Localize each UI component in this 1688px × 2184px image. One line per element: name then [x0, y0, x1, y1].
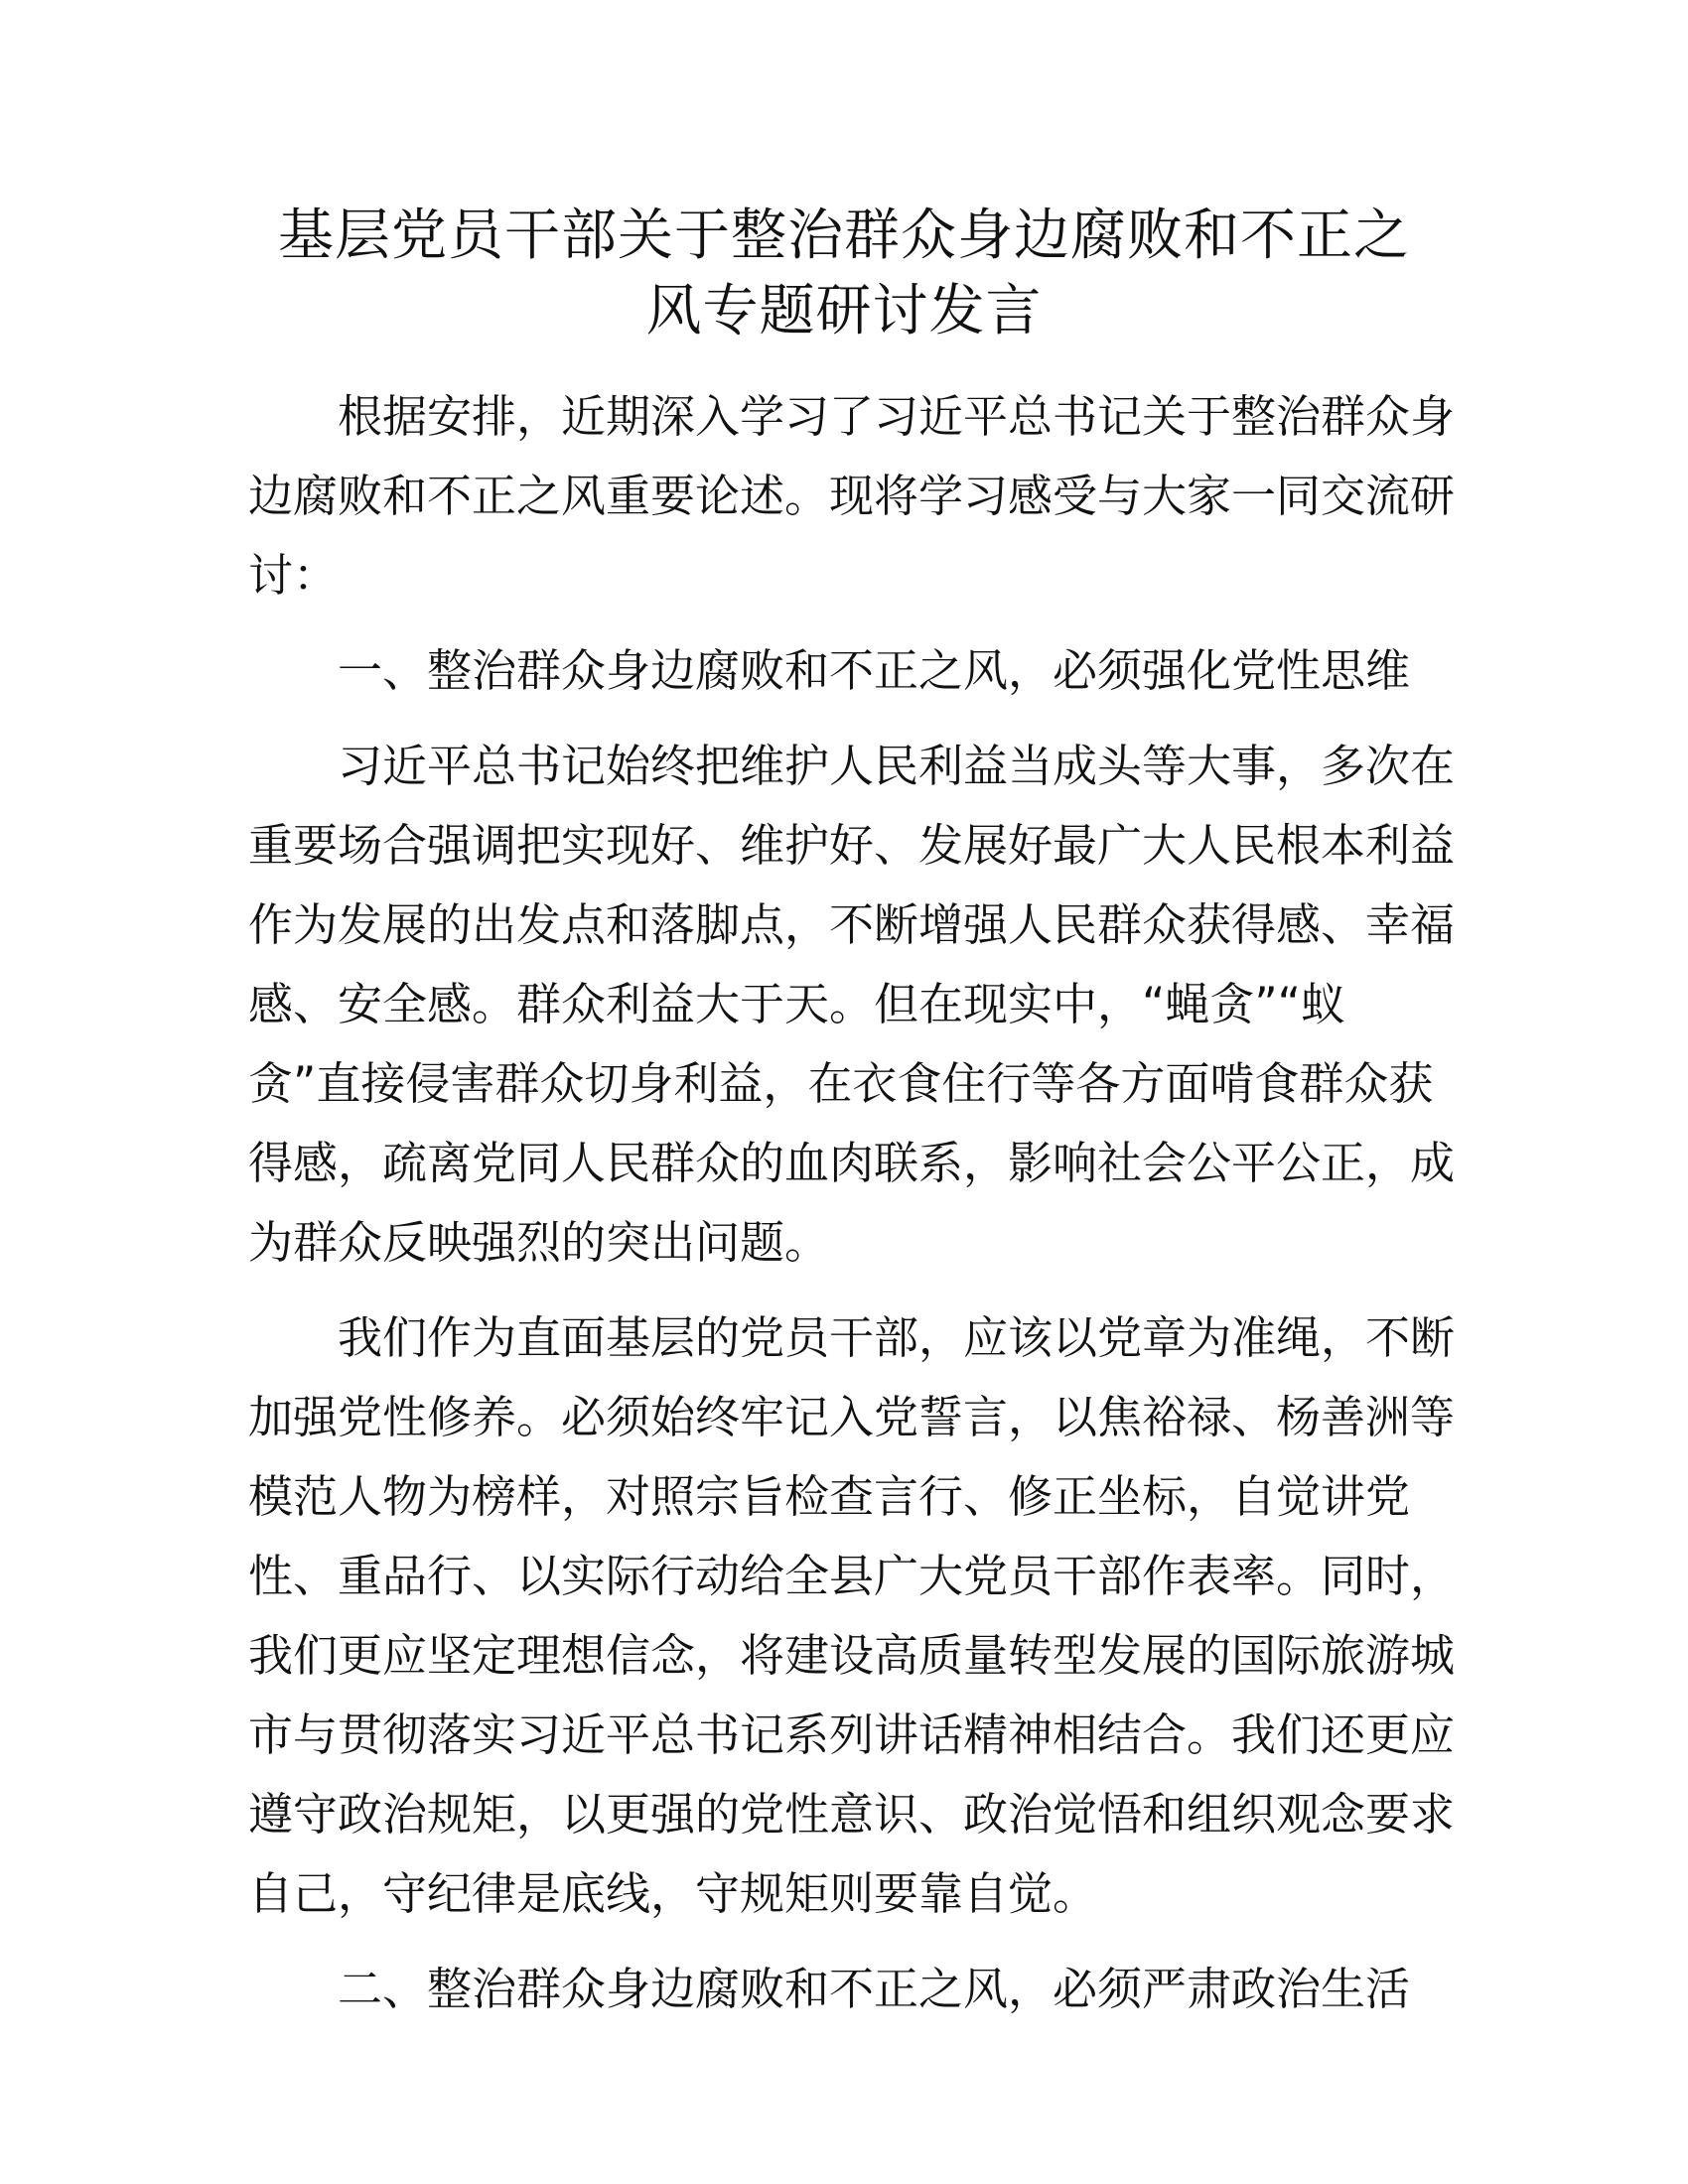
document-body: [248, 377, 1456, 2045]
document-title: [228, 199, 1460, 349]
text-line: 加强党性修养。必须始终牢记入党誓言，以焦裕禄、杨善洲等: [248, 1391, 1456, 1443]
text-line: 重要场合强调把实现好、维护好、发展好最广大人民根本利益: [248, 819, 1456, 872]
text-line: 得感，疏离党同人民群众的血肉联系，影响社会公平公正，成: [248, 1137, 1456, 1189]
text-line: 遵守政治规矩，以更强的党性意识、政治觉悟和组织观念要求: [248, 1788, 1456, 1841]
text-line: 感、安全感。群众利益大于天。但在现实中，“蝇贪”“蚁: [248, 978, 1345, 1030]
text-line: 边腐败和不正之风重要论述。现将学习感受与大家一同交流研: [248, 470, 1456, 522]
section-1-paragraph-1: [248, 727, 1456, 1283]
text-line: 市与贯彻落实习近平总书记系列讲话精神相结合。我们还更应: [248, 1708, 1456, 1761]
text-line: 作为发展的出发点和落脚点，不断增强人民群众获得感、幸福: [248, 898, 1456, 951]
text-line: 贪”直接侵害群众切身利益，在衣食住行等各方面啃食群众获: [248, 1057, 1434, 1110]
text-line: 讨：: [248, 549, 339, 602]
text-line: 模范人物为榜样，对照宗旨检查言行、修正坐标，自觉讲党: [248, 1470, 1411, 1523]
text-line: 根据安排，近期深入学习了习近平总书记关于整治群众身: [338, 390, 1456, 443]
title-line-1: 基层党员干部关于整治群众身边腐败和不正之: [278, 204, 1410, 268]
intro-paragraph: [248, 377, 1456, 615]
section-1-paragraph-2: [248, 1298, 1456, 1934]
text-line: 习近平总书记始终把维护人民利益当成头等大事，多次在: [338, 740, 1456, 792]
text-line: 自己，守纪律是底线，守规矩则要靠自觉。: [248, 1867, 1098, 1920]
text-line: 我们作为直面基层的党员干部，应该以党章为准绳，不断: [338, 1311, 1456, 1364]
text-line: 我们更应坚定理想信念，将建设高质量转型发展的国际旅游城: [248, 1629, 1456, 1682]
title-line-2: 风专题研讨发言: [645, 279, 1043, 343]
section-heading-1: 一、整治群众身边腐败和不正之风，必须强化党性思维: [338, 644, 1411, 697]
section-heading-2: 二、整治群众身边腐败和不正之风，必须严肃政治生活: [338, 1963, 1411, 2015]
text-line: 为群众反映强烈的突出问题。: [248, 1216, 830, 1269]
text-line: 性、重品行、以实际行动给全县广大党员干部作表率。同时，: [248, 1550, 1456, 1602]
